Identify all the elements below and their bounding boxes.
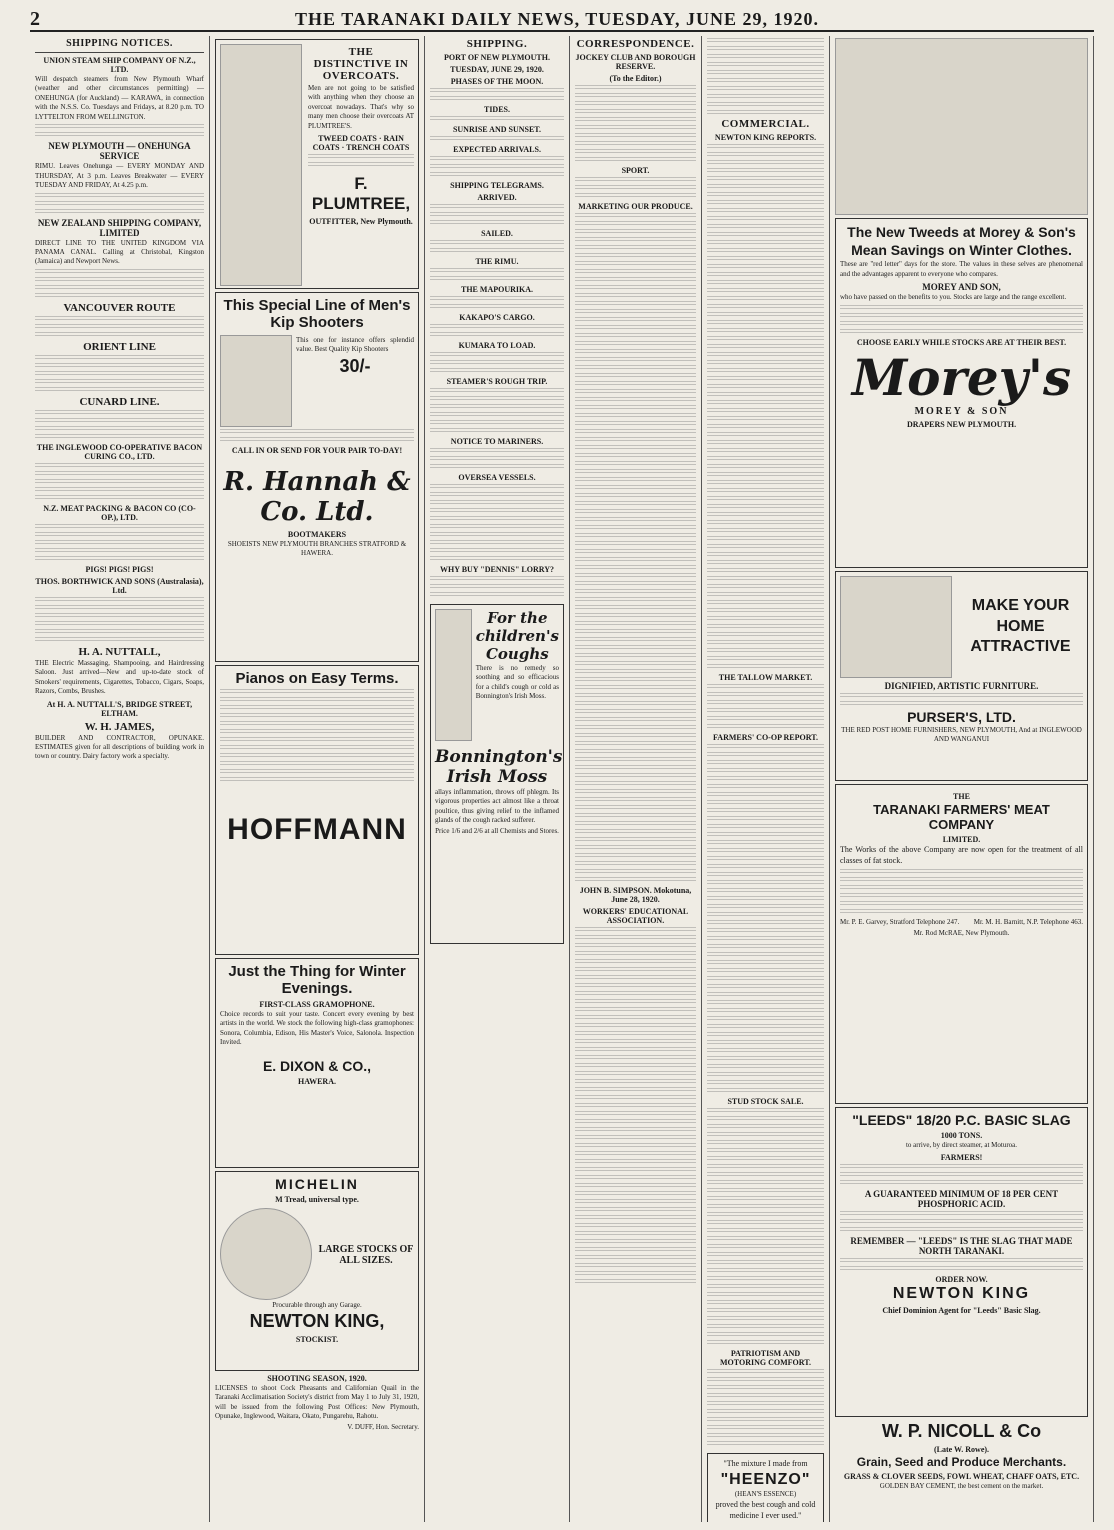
overcoat-list: TWEED COATS · RAIN COATS · TRENCH COATS [312, 134, 410, 153]
date-line: TUESDAY, JUNE 29, 1920. [450, 65, 544, 74]
heenzo-quote: "The mixture I made from [723, 1459, 808, 1468]
leeds-farmers: FARMERS! [940, 1153, 983, 1163]
leeds-order: ORDER NOW. [935, 1275, 988, 1285]
workers-heading: WORKERS' EDUCATIONAL ASSOCIATION. [582, 907, 689, 925]
nz-shipping: NEW ZEALAND SHIPPING COMPANY, LIMITED [37, 217, 202, 238]
nicoll-grain: Grain, Seed and Produce Merchants. [856, 1455, 1067, 1469]
newton-king-sub: STOCKIST. [295, 1335, 339, 1345]
michelin-procure: Procurable through any Garage. [272, 1301, 362, 1309]
leeds-agent: Chief Dominion Agent for "Leeds" Basic Slag. [882, 1306, 1041, 1316]
sport-sign: SPORT. [621, 166, 650, 175]
fashion-ladies-illustration [835, 38, 1088, 215]
tweeds-body: These are "red letter" days for the store. The values in these selves are phenomenal and the advantages apparent to everyone who compares. [840, 260, 1083, 278]
meat-the: THE [953, 792, 970, 801]
onehunga-route: NEW PLYMOUTH — ONEHUNGA SERVICE [48, 141, 191, 162]
oversea-heading: OVERSEA VESSELS. [458, 473, 536, 482]
jockey-heading: JOCKEY CLUB AND BOROUGH RESERVE. [575, 53, 696, 71]
union-company: UNION STEAM SHIP COMPANY OF N.Z., LTD. [43, 56, 196, 74]
port-heading: PORT OF NEW PLYMOUTH. [444, 53, 550, 62]
leeds-guarantee: A GUARANTEED MINIMUM OF 18 PER CENT PHOSPHORIC ACID. [864, 1189, 1059, 1210]
overcoat-body: Men are not going to be satisfied with anything when they choose an overcoat nowadays. That's why so many men choose their overcoats AT PLUMTREE'S. [308, 84, 414, 130]
onehunga-body: RIMU. Leaves Onehunga — EVERY MONDAY AND THURSDAY, At 3 p.m. Leaves Breakwater — EVERY TUESDAY AND FRIDAY, At 4.25 p.m. [35, 162, 204, 190]
irish-moss-price: Price 1/6 and 2/6 at all Chemists and Stores. [435, 826, 559, 835]
column-advertisements-right [830, 36, 1094, 1522]
nz-body: DIRECT LINE TO THE UNITED KINGDOM VIA PANAMA CANAL. Calling at Christobal, Kingston (Jamaica) and Newport News. [35, 238, 204, 266]
plumtree-sub: OUTFITTER, New Plymouth. [309, 217, 413, 227]
newton-king-reports: NEWTON KING REPORTS. [714, 133, 817, 142]
leeds-slag-ad [835, 1107, 1088, 1417]
bottle-illustration [435, 609, 472, 741]
leeds-heading: "LEEDS" 18/20 P.C. BASIC SLAG [852, 1112, 1071, 1128]
column-shipping-news [425, 36, 570, 1522]
morey-ad [835, 218, 1088, 568]
kip-price: 30/- [339, 355, 371, 376]
mcrae-contact: Mr. Rod McRAE, New Plymouth. [913, 929, 1010, 938]
shooting-heading: SHOOTING SEASON, 1920. [267, 1374, 367, 1383]
column-commercial [702, 36, 830, 1522]
newton-king-name: NEWTON KING, [249, 1311, 385, 1332]
heenzo-name: "HEENZO" [720, 1470, 811, 1488]
michelin-sub: M Tread, universal type. [275, 1195, 359, 1204]
simpson-sign: JOHN B. SIMPSON. Mokotuna, June 28, 1920. [579, 886, 692, 904]
michelin-name: MICHELIN [275, 1176, 359, 1192]
overcoat-man-illustration [220, 44, 302, 286]
hoffmann-name: HOFFMANN [227, 813, 407, 846]
pigs-heading: PIGS! PIGS! PIGS! [85, 564, 154, 574]
orient-line: ORIENT LINE [83, 340, 156, 353]
morey-body: who have passed on the benefits to you. Stocks are large and the range excellent. [840, 293, 1067, 302]
union-body: Will despatch steamers from New Plymouth Wharf (weather and other circumstances permitting) — ONEHUNGA (for Auckland) — KARAWA, in connection with the N.S.S. Co. Tuesdays and Fridays, at 8.20 p.m. TO LYTTELTON FROM WELLINGTON. [35, 75, 204, 121]
patriotism-heading: PATRIOTISM AND MOTORING COMFORT. [720, 1349, 811, 1367]
mapourika-heading: THE MAPOURIKA. [461, 285, 533, 294]
home-heading: MAKE YOUR HOME ATTRACTIVE [970, 596, 1071, 656]
column-correspondence [570, 36, 702, 1522]
hannah-sub: BOOTMAKERS [287, 530, 347, 539]
heenzo-sub: (HEAN'S ESSENCE) [734, 1489, 797, 1498]
masthead [30, 8, 1094, 32]
meat-packing: N.Z. MEAT PACKING & BACON CO (CO-OP.), LTD. [43, 503, 196, 522]
james-body: BUILDER AND CONTRACTOR, OPUNAKE. ESTIMATES given for all descriptions of building work in town or country. Dairy factory work a specialty. [35, 733, 204, 761]
leeds-remember: REMEMBER — "LEEDS" IS THE SLAG THAT MADE NORTH TARANAKI. [850, 1236, 1073, 1257]
kumara-heading: KUMARA TO LOAD. [458, 341, 536, 350]
chair-illustration [840, 576, 952, 678]
kip-call: CALL IN OR SEND FOR YOUR PAIR TO-DAY! [231, 446, 403, 455]
page-number: 2 [30, 7, 40, 30]
nicoll-cement: GOLDEN BAY CEMENT, the best cement on the market. [879, 1482, 1044, 1490]
correspondence-heading: CORRESPONDENCE. [576, 38, 695, 50]
hoffmann-ad [215, 665, 419, 955]
telegrams-heading: SHIPPING TELEGRAMS. [450, 181, 544, 190]
leeds-tons: 1000 TONS. [940, 1131, 983, 1140]
morey-son-bar: MOREY & SON [914, 405, 1009, 417]
purser-name: PURSER'S, LTD. [907, 709, 1016, 725]
vancouver-route: VANCOUVER ROUTE [63, 301, 176, 314]
shooting-secretary: V. DUFF, Hon. Secretary. [347, 1422, 419, 1431]
hannah-logo: R. Hannah & Co. Ltd. [223, 467, 411, 527]
tyre-illustration [220, 1208, 312, 1300]
meat-limited: LIMITED. [942, 835, 981, 844]
bonnington-ad [430, 604, 564, 944]
shipping-heading: SHIPPING. [466, 38, 528, 50]
dignified-heading: DIGNIFIED, ARTISTIC FURNITURE. [884, 681, 1039, 691]
nuttall-body: THE Electric Massaging, Shampooing, and Hairdressing Saloon. Just arrived—New and up-to-date stock of Smokers' requirements, Cigarettes, Tobacco, Cigars, Soaps, Razors, Combs, Brushes. [35, 658, 204, 696]
lorry-heading: WHY BUY "DENNIS" LORRY? [439, 565, 555, 574]
stud-stock-heading: STUD STOCK SALE. [727, 1097, 804, 1106]
expected-heading: EXPECTED ARRIVALS. [453, 145, 541, 154]
dixon-ad [215, 958, 419, 1168]
heading-shipping-notices: SHIPPING NOTICES. [66, 38, 173, 49]
morey-and-son: MOREY AND SON, [922, 282, 1001, 293]
plumtree-ad [215, 39, 419, 289]
barnitt-contact: Mr. M. H. Barnitt, N.P. Telephone 463. [973, 917, 1083, 926]
bacon-company: THE INGLEWOOD CO-OPERATIVE BACON CURING CO., LTD. [36, 442, 203, 461]
borthwick: THOS. BORTHWICK AND SONS (Australasia), Ltd. [35, 576, 204, 595]
meat-company-name: TARANAKI FARMERS' MEAT COMPANY [873, 802, 1050, 832]
commercial-heading: COMMERCIAL. [721, 118, 810, 130]
kip-body: This one for instance offers splendid value. Best Quality Kip Shooters [296, 336, 414, 354]
nuttall-address: At H. A. NUTTALL'S, BRIDGE STREET, ELTHAM. [46, 699, 193, 718]
rimu-heading: THE RIMU. [475, 257, 519, 266]
irish-moss-body: allays inflammation, throws off phlegm. Its vigorous properties act almost like a throat poultice, thus giving relief to the inflamed glands of the cough racked sufferer. [435, 788, 559, 825]
children-body: There is no remedy so soothing and so efficacious for a child's cough or cold as Bonnington's Irish Moss. [475, 664, 559, 701]
sailed-heading: SAILED. [481, 229, 513, 238]
michelin-stocks: LARGE STOCKS OF ALL SIZES. [318, 1244, 414, 1266]
kip-heading: This Special Line of Men's Kip Shooters [223, 297, 411, 331]
shooting-body: LICENSES to shoot Cock Pheasants and Californian Quail in the Taranaki Acclimatisation Society's district from May 1 to July 31, 1920, will be issued from the following Post Offices: New Plymouth, Opunake, Inglewood, Waitara, Okato, Pungarehu, Rahotu. [215, 1384, 419, 1421]
farmers-coop-heading: FARMERS' CO-OP REPORT. [713, 733, 818, 742]
meat-company-ad [835, 784, 1088, 1104]
tallow-heading: THE TALLOW MARKET. [718, 673, 813, 682]
kakapo-heading: KAKAPO'S CARGO. [459, 313, 535, 322]
newspaper-title: THE TARANAKI DAILY NEWS, TUESDAY, JUNE 29, 1920. [295, 8, 819, 29]
choose-early: CHOOSE EARLY WHILE STOCKS ARE AT THEIR BEST. [856, 337, 1067, 347]
heenzo-end: proved the best cough and cold medicine I ever used." [715, 1500, 816, 1521]
gramophone-heading: FIRST-CLASS GRAMOPHONE. [259, 1000, 375, 1009]
arrived-heading: ARRIVED. [477, 193, 517, 202]
heenzo-ad [707, 1453, 824, 1522]
nicoll-stock: GRASS & CLOVER SEEDS, FOWL WHEAT, CHAFF OATS, ETC. [843, 1472, 1080, 1481]
morey-drapers: DRAPERS NEW PLYMOUTH. [906, 419, 1017, 429]
gramophone-body: Choice records to suit your taste. Concert every evening by best artists in the world. We stock the following high-class gramophones: Sonora, Columbia, Edison, His Master's Voice, Salonola. Inspection Invited. [220, 1010, 414, 1047]
plumtree-name: F. PLUMTREE, [311, 174, 411, 214]
michelin-ad [215, 1171, 419, 1371]
moon-heading: PHASES OF THE MOON. [450, 77, 544, 86]
mariners-heading: NOTICE TO MARINERS. [450, 437, 544, 446]
purser-ad [835, 571, 1088, 781]
leeds-arrive: to arrive, by direct steamer, at Moturoa. [905, 1141, 1018, 1149]
sunrise-heading: SUNRISE AND SUNSET. [452, 125, 542, 134]
nuttall-heading: H. A. NUTTALL, [78, 645, 161, 658]
dixon-sub: HAWERA. [297, 1076, 336, 1086]
nicoll-name: W. P. NICOLL & Co [881, 1421, 1042, 1441]
marketing-heading: MARKETING OUR PRODUCE. [578, 202, 693, 211]
editor-line: (To the Editor.) [609, 74, 662, 83]
morey-logo: Morey's [851, 347, 1072, 407]
nicoll-late: (Late W. Rowe). [933, 1445, 990, 1454]
children-coughs-heading: For the children's Coughs [475, 609, 560, 663]
column-shipping-notices [30, 36, 210, 1522]
tides-heading: TIDES. [483, 105, 510, 114]
irish-moss-name: Bonnington's Irish Moss [435, 747, 563, 787]
winter-heading: Just the Thing for Winter Evenings. [228, 963, 406, 997]
james-heading: W. H. JAMES, [84, 720, 155, 733]
boot-illustration [220, 335, 292, 427]
column-advertisements-left [210, 36, 425, 1522]
steamer-heading: STEAMER'S ROUGH TRIP. [446, 377, 548, 386]
dixon-name: E. DIXON & CO., [262, 1057, 372, 1074]
pianos-heading: Pianos on Easy Terms. [235, 670, 399, 687]
hannah-branches: SHOEISTS NEW PLYMOUTH BRANCHES STRATFORD & HAWERA. [227, 540, 407, 558]
tweeds-heading: The New Tweeds at Morey & Son's Mean Savings on Winter Clothes. [847, 224, 1076, 259]
leeds-newton-king: NEWTON KING [892, 1285, 1031, 1303]
meat-body: The Works of the above Company are now open for the treatment of all classes of fat stock. [840, 845, 1083, 865]
cunard-line: CUNARD LINE. [79, 395, 160, 408]
garvey-contact: Mr. P. E. Garvey, Stratford Telephone 247. [840, 917, 960, 926]
purser-sub: THE RED POST HOME FURNISHERS, NEW PLYMOUTH, And at INGLEWOOD AND WANGANUI [841, 726, 1082, 744]
overcoat-heading: THE DISTINCTIVE IN OVERCOATS. [313, 46, 409, 82]
hannah-ad [215, 292, 419, 662]
